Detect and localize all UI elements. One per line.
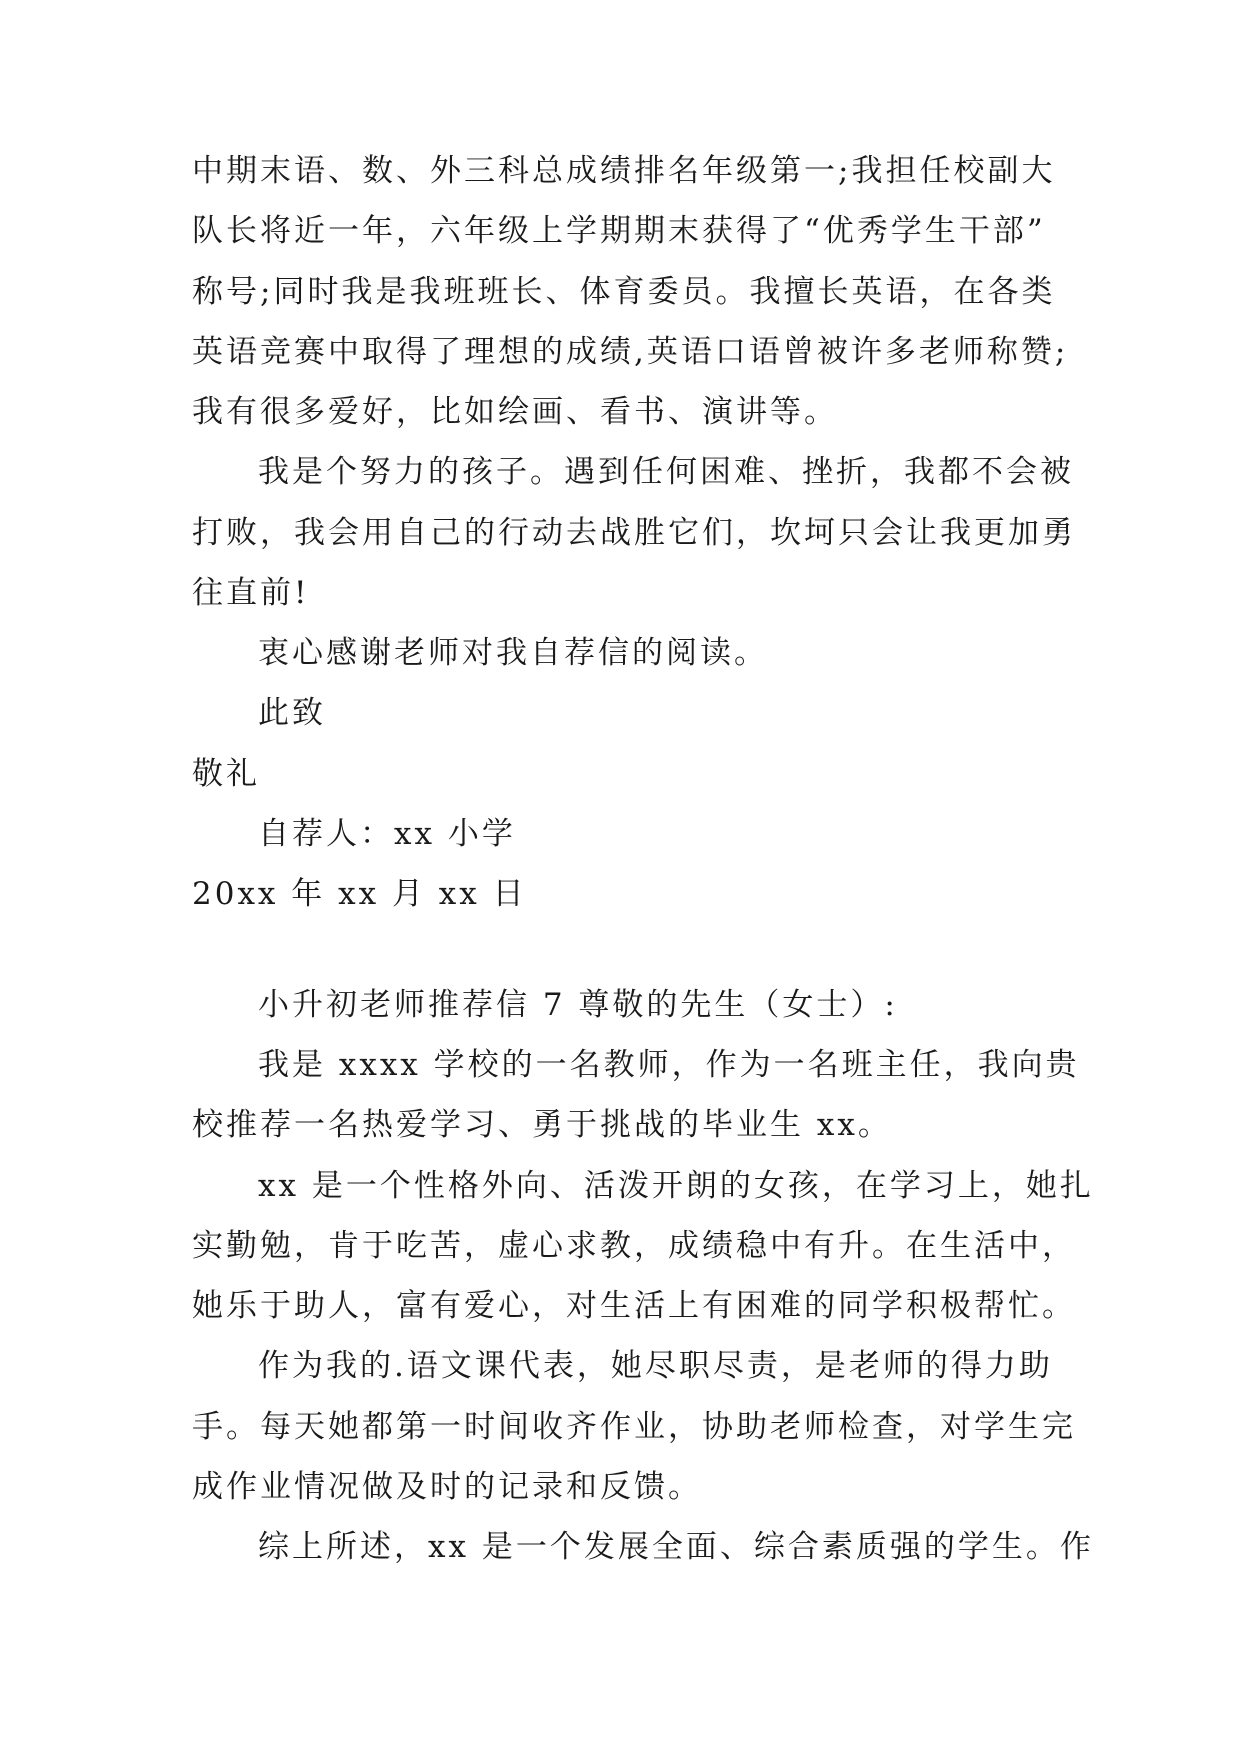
salutation-line: 此致 <box>258 695 326 731</box>
text-line: 实勤勉，肯于吃苦，虚心求教，成绩稳中有升。在生活中， <box>192 1228 1076 1264</box>
salutation-line: 敬礼 <box>192 756 260 792</box>
text-line: 称号;同时我是我班班长、体育委员。我擅长英语，在各类 <box>192 274 1056 310</box>
text-line: 我是个努力的孩子。遇到任何困难、挫折，我都不会被 <box>258 454 1074 490</box>
text-line: 队长将近一年，六年级上学期期末获得了“优秀学生干部” <box>192 213 1046 249</box>
text-line: xx 是一个性格外向、活泼开朗的女孩，在学习上，她扎 <box>258 1168 1094 1204</box>
text-line: 校推荐一名热爱学习、勇于挑战的毕业生 xx。 <box>192 1107 892 1143</box>
text-line: 综上所述，xx 是一个发展全面、综合素质强的学生。作 <box>258 1529 1094 1565</box>
text-line: 我是 xxxx 学校的一名教师，作为一名班主任，我向贵 <box>258 1047 1080 1083</box>
text-line: 打败，我会用自己的行动去战胜它们，坎坷只会让我更加勇 <box>192 515 1076 551</box>
text-line: 中期末语、数、外三科总成绩排名年级第一;我担任校副大 <box>192 153 1056 189</box>
text-line: 往直前! <box>192 575 310 611</box>
section-heading: 小升初老师推荐信 7 尊敬的先生（女士）: <box>258 987 898 1023</box>
text-line: 我有很多爱好，比如绘画、看书、演讲等。 <box>192 394 838 430</box>
text-line: 成作业情况做及时的记录和反馈。 <box>192 1469 702 1505</box>
text-line: 作为我的.语文课代表，她尽职尽责，是老师的得力助 <box>258 1348 1053 1384</box>
text-line: 英语竞赛中取得了理想的成绩,英语口语曾被许多老师称赞; <box>192 334 1069 370</box>
text-line: 她乐于助人，富有爱心，对生活上有困难的同学积极帮忙。 <box>192 1288 1076 1324</box>
signature-line: 自荐人：xx 小学 <box>258 816 516 852</box>
text-line: 衷心感谢老师对我自荐信的阅读。 <box>258 635 768 671</box>
date-line: 20xx 年 xx 月 xx 日 <box>192 876 527 912</box>
text-line: 手。每天她都第一时间收齐作业，协助老师检查，对学生完 <box>192 1409 1076 1445</box>
